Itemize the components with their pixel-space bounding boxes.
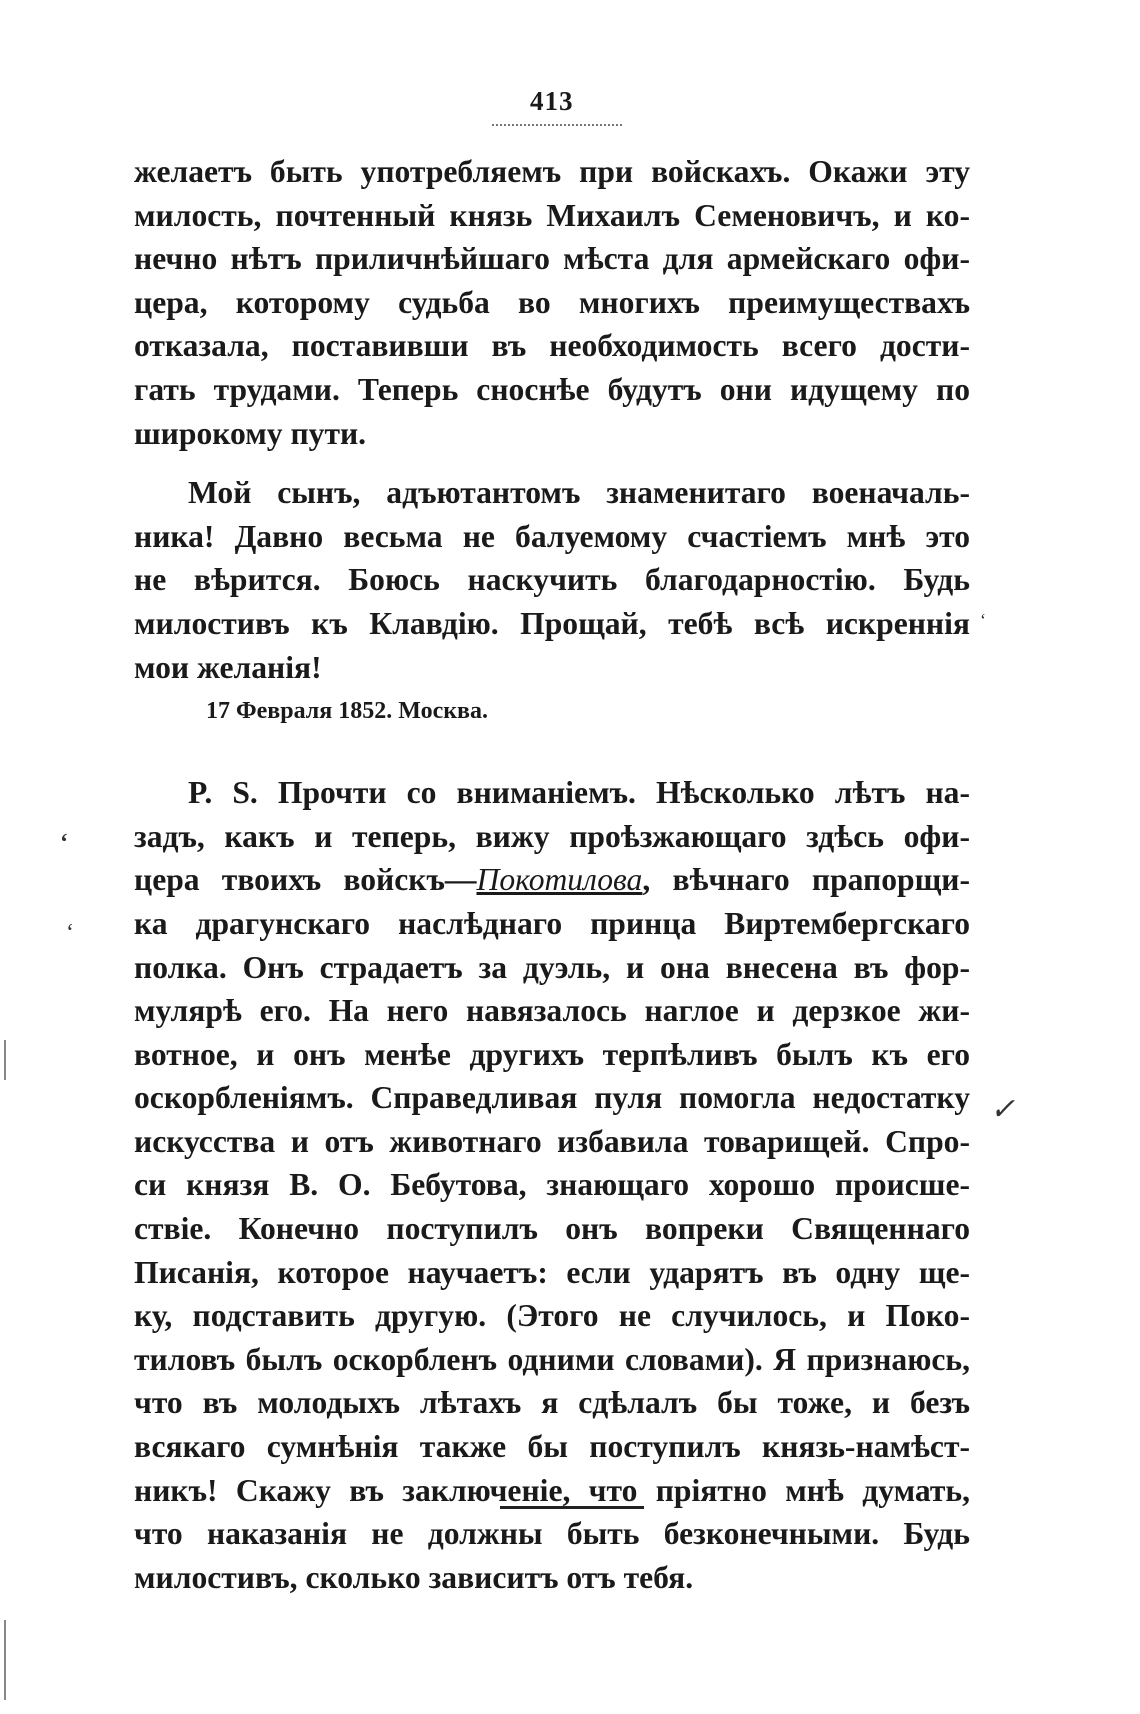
text-line: тиловъ былъ оскорбленъ одними словами). Я признаюсь,	[134, 1341, 970, 1377]
text-line: си князя В. О. Бебутова, знающаго хорошо происше-	[134, 1167, 970, 1203]
text-line: полка. Онъ страдаетъ за дуэль, и она внесена въ фор-	[134, 949, 970, 985]
text-line: ка драгунскаго наслѣднаго принца Виртембергскаго	[134, 905, 970, 941]
text-line: оскорбленіямъ. Справедливая пуля помогла недостатку	[134, 1080, 970, 1116]
text-fragment: , вѣчнаго прапорщи-	[642, 862, 971, 898]
text-line: отказала, поставивши въ необходимость всего дости-	[134, 328, 970, 364]
text-line: милость, почтенный князь Михаилъ Семеновичъ, и ко-	[134, 197, 970, 233]
text-line: никъ! Скажу въ заключеніе, что пріятно мнѣ думать,	[134, 1472, 970, 1508]
text-line: ку, подставить другую. (Этого не случилось, и Поко-	[134, 1298, 970, 1334]
margin-scratch	[4, 1040, 6, 1080]
letter-date: 17 Февраля 1852. Москва.	[206, 698, 489, 725]
text-line: Мой сынъ, адъютантомъ знаменитаго военачаль-	[188, 475, 970, 511]
text-line: ствіе. Конечно поступилъ онъ вопреки Священнаго	[134, 1211, 970, 1247]
body-text	[134, 150, 970, 1599]
text-line: задъ, какъ и теперь, вижу проѣзжающаго здѣсь офи-	[134, 818, 970, 854]
text-line: желаетъ быть употребляемъ при войскахъ. Окажи эту	[134, 154, 970, 189]
tick-mark-icon: ʻ	[60, 830, 68, 856]
text-line: милостивъ къ Клавдію. Прощай, тебѣ всѣ искреннія	[134, 605, 970, 641]
text-line: не вѣрится. Боюсь наскучить благодарностію. Будь	[134, 562, 970, 598]
text-line: ника! Давно весьма не балуемому счастіемъ мнѣ это	[134, 518, 970, 554]
postscript	[134, 771, 970, 1599]
end-rule	[500, 1506, 644, 1509]
text-line: всякаго сумнѣнія также бы поступилъ князь-намѣст-	[134, 1429, 970, 1465]
text-line: нечно нѣтъ приличнѣйшаго мѣста для армейскаго офи-	[134, 241, 970, 277]
tick-mark-icon: ʻ	[980, 610, 986, 630]
text-line: вотное, и онъ менѣе другихъ терпѣливъ былъ къ его	[134, 1036, 970, 1072]
check-mark-icon: ✓	[990, 1093, 1016, 1126]
text-line: Писанія, которое научаетъ: если ударятъ въ одну ще-	[134, 1254, 970, 1290]
margin-scratch	[4, 1620, 6, 1700]
emphasized-name: Покотилова	[476, 862, 643, 898]
paragraph-2	[134, 471, 970, 689]
tick-mark-icon: ʻ	[66, 920, 74, 946]
text-line	[134, 858, 970, 902]
text-line: мулярѣ его. На него навязалось наглое и дерзкое жи-	[134, 993, 970, 1029]
paragraph-1	[134, 150, 970, 455]
page-number-ornament	[492, 116, 622, 126]
text-line: искусства и отъ животнаго избавила товарищей. Спро-	[134, 1123, 970, 1159]
page-number: 413	[530, 86, 574, 116]
text-fragment: цера твоихъ войскъ—	[134, 862, 477, 898]
text-line: что наказанія не должны быть безконечными. Будь	[134, 1516, 970, 1552]
text-line: гать трудами. Теперь сноснѣе будутъ они идущему по	[134, 371, 970, 407]
text-line: мои желанія!	[134, 649, 322, 685]
text-line: P. S. Прочти со вниманіемъ. Нѣсколько лѣтъ на-	[188, 775, 970, 811]
text-line: цера, которому судьба во многихъ преимуществахъ	[134, 284, 970, 320]
text-line: широкому пути.	[134, 415, 367, 451]
text-line: милостивъ, сколько зависитъ отъ тебя.	[134, 1559, 694, 1595]
text-line: что въ молодыхъ лѣтахъ я сдѣлалъ бы тоже, и безъ	[134, 1385, 970, 1421]
